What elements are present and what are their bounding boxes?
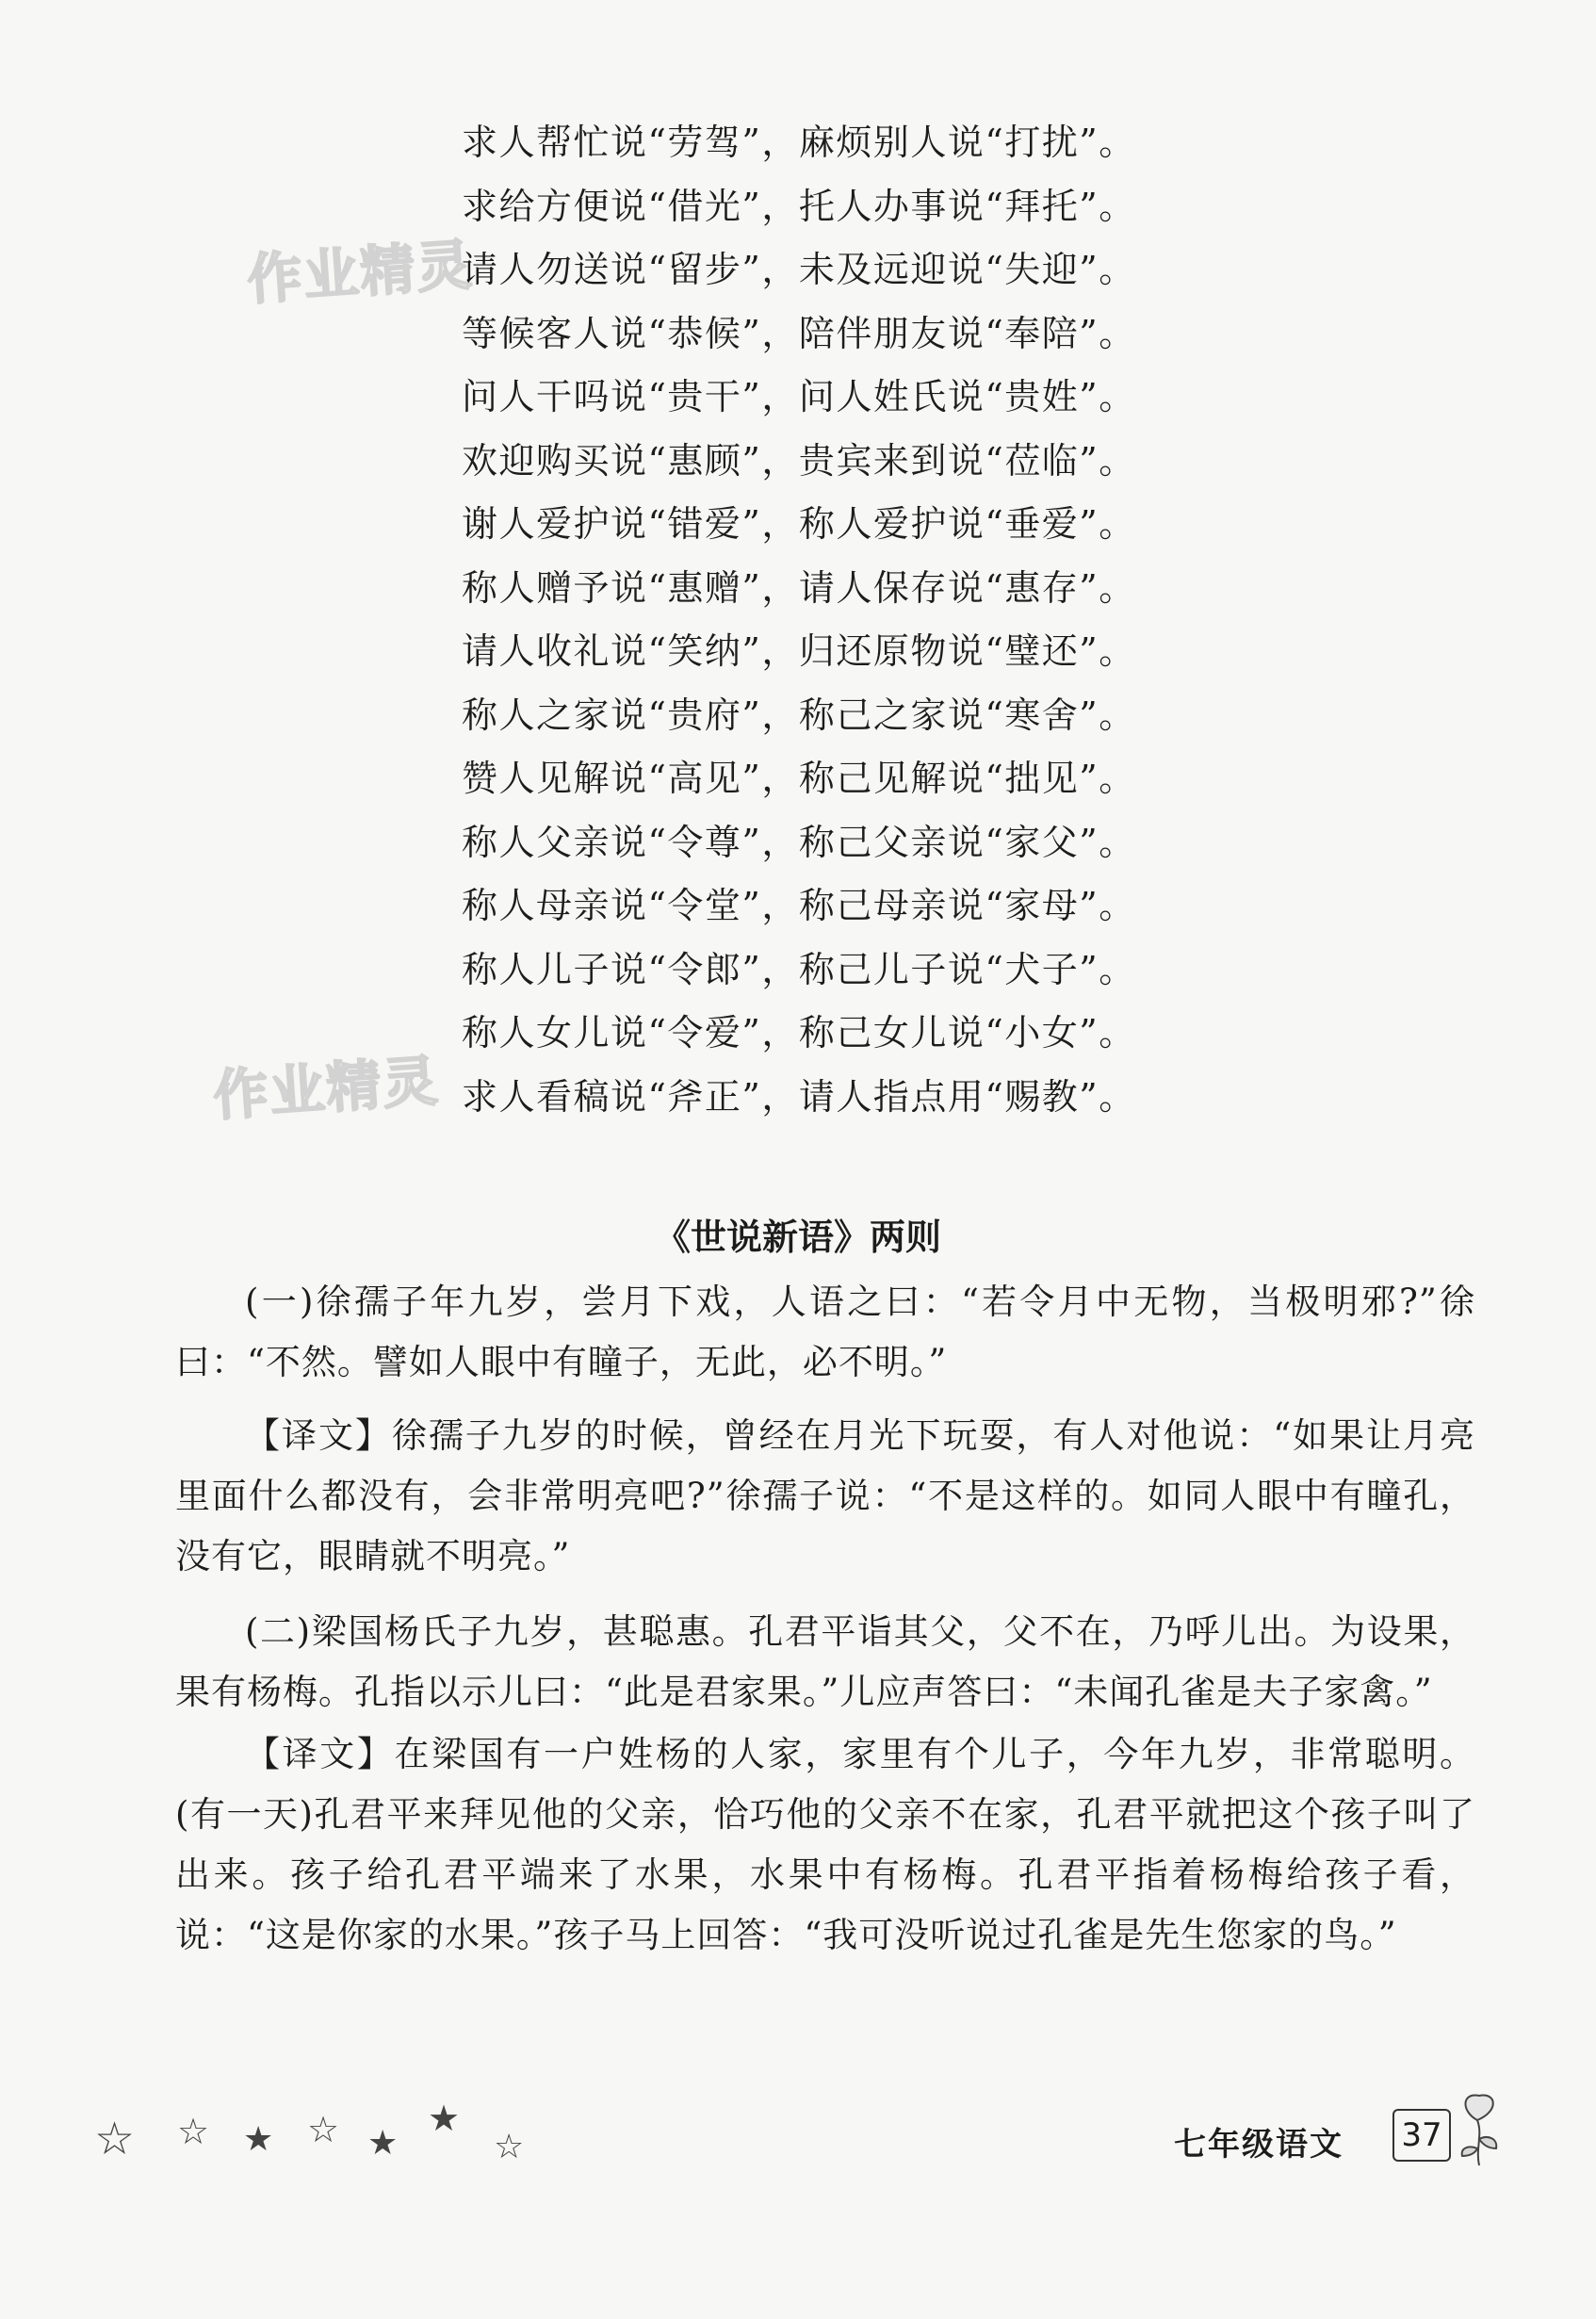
- poem-line: 称人之家说“贵府”，称己之家说“寒舍”。: [462, 694, 1136, 736]
- flower-icon: [1451, 2082, 1507, 2167]
- poem-line: 欢迎购买说“惠顾”，贵宾来到说“莅临”。: [462, 439, 1136, 482]
- translation-tag: 【译文】: [245, 1734, 395, 1774]
- poem-line: 赞人见解说“高见”，称己见解说“拙见”。: [462, 758, 1136, 799]
- star-outline-icon: ☆: [307, 2109, 340, 2150]
- section-title: 《世说新语》两则: [654, 1217, 941, 1258]
- etiquette-poem: [462, 111, 1136, 1129]
- poem-line: 求给方便说“借光”，托人办事说“拜托”。: [462, 185, 1136, 227]
- poem-line: 称人儿子说“令郎”，称己儿子说“犬子”。: [462, 948, 1136, 990]
- watermark: 作业精灵: [211, 1048, 442, 1129]
- translation-tag: 【译文】: [245, 1415, 392, 1456]
- translation-text: 徐孺子九岁的时候，曾经在月光下玩耍，有人对他说：“如果让月亮里面什么都没有，会非常明亮吧?”徐孺子说：“不是这样的。如同人眼中有瞳孔，没有它，眼睛就不明亮。”: [175, 1415, 1475, 1576]
- translation-text: 在梁国有一户姓杨的人家，家里有个儿子，今年九岁，非常聪明。(有一天)孔君平来拜见他的父亲，恰巧他的父亲不在家，孔君平就把这个孩子叫了出来。孩子给孔君平端来了水果，水果中有杨梅。孔君平指着杨梅给孩子看，说：“这是你家的水果。”孩子马上回答：“我可没听说过孔雀是先生您家的鸟。”: [175, 1734, 1475, 1955]
- watermark: 作业精灵: [245, 232, 476, 313]
- poem-line: 称人女儿说“令爱”，称己女儿说“小女”。: [462, 1012, 1136, 1053]
- story1-translation: [175, 1406, 1475, 1587]
- grade-subject-label: 七年级语文: [1174, 2126, 1344, 2164]
- story2-original: (二)梁国杨氏子九岁，甚聪惠。孔君平诣其父，父不在，乃呼儿出。为设果，果有杨梅。孔指以示儿曰：“此是君家果。”儿应声答曰：“未闻孔雀是夫子家禽。”: [175, 1611, 1475, 1712]
- star-outline-icon: ☆: [94, 2113, 136, 2165]
- star-outline-icon: ☆: [177, 2111, 210, 2152]
- poem-line: 求人帮忙说“劳驾”，麻烦别人说“打扰”。: [462, 122, 1136, 163]
- poem-line: 请人收礼说“笑纳”，归还原物说“璧还”。: [462, 630, 1136, 672]
- poem-line: 称人赠予说“惠赠”，请人保存说“惠存”。: [462, 566, 1136, 609]
- star-filled-icon: ★: [243, 2120, 274, 2159]
- poem-line: 称人父亲说“令尊”，称己父亲说“家父”。: [462, 821, 1136, 863]
- star-outline-icon: ☆: [494, 2128, 525, 2166]
- story1-original: (一)徐孺子年九岁，尝月下戏，人语之曰：“若令月中无物，当极明邪?”徐曰：“不然。譬如人眼中有瞳子，无此，必不明。”: [175, 1282, 1475, 1382]
- story2-translation: [175, 1724, 1475, 1966]
- poem-line: 谢人爱护说“错爱”，称人爱护说“垂爱”。: [462, 503, 1136, 545]
- poem-line: 求人看稿说“斧正”，请人指点用“赐教”。: [462, 1075, 1136, 1118]
- poem-line: 等候客人说“恭候”，陪伴朋友说“奉陪”。: [462, 312, 1136, 354]
- star-filled-icon: ★: [428, 2098, 461, 2139]
- page-number: 37: [1392, 2109, 1451, 2162]
- poem-line: 称人母亲说“令堂”，称己母亲说“家母”。: [462, 885, 1136, 926]
- star-filled-icon: ★: [367, 2124, 399, 2163]
- poem-line: 问人干吗说“贵干”，问人姓氏说“贵姓”。: [462, 376, 1136, 417]
- poem-line: 请人勿送说“留步”，未及远迎说“失迎”。: [462, 249, 1136, 290]
